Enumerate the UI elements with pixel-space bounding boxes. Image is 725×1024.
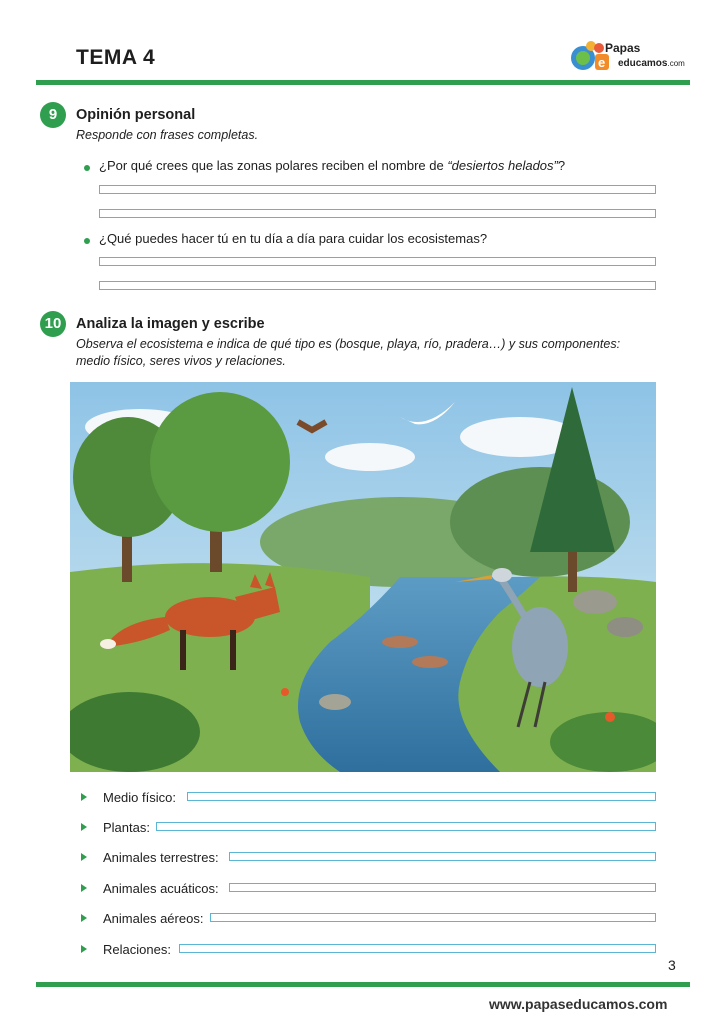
footer-divider — [36, 982, 690, 987]
answer-line[interactable] — [229, 852, 656, 861]
field-label-relaciones: Relaciones: — [103, 942, 171, 957]
field-label-animales-aereos: Animales aéreos: — [103, 911, 204, 926]
bullet-icon — [84, 238, 90, 244]
exercise-title: Opinión personal — [76, 107, 196, 123]
exercise-instructions-line1: Observa el ecosistema e indica de qué tipo es (bosque, playa, río, pradera…) y sus componentes: — [76, 337, 621, 351]
page-title: TEMA 4 — [76, 46, 156, 69]
arrow-icon — [81, 853, 87, 861]
answer-line[interactable] — [179, 944, 656, 953]
bullet-icon — [84, 165, 90, 171]
answer-line[interactable] — [229, 883, 656, 892]
logo-text-educamos: educamos.com — [618, 58, 685, 69]
footer-url[interactable]: www.papaseducamos.com — [489, 996, 668, 1012]
answer-line[interactable] — [187, 792, 656, 801]
question-text: ¿Por qué crees que las zonas polares reciben el nombre de “desiertos helados”? — [99, 158, 566, 173]
logo-text-papas: Papas — [605, 41, 641, 55]
field-label-medio-fisico: Medio físico: — [103, 790, 176, 805]
arrow-icon — [81, 914, 87, 922]
answer-line[interactable] — [99, 257, 656, 266]
svg-text:e: e — [598, 55, 606, 70]
field-label-animales-acuaticos: Animales acuáticos: — [103, 881, 219, 896]
arrow-icon — [81, 884, 87, 892]
exercise-title: Analiza la imagen y escribe — [76, 316, 265, 332]
answer-line[interactable] — [99, 209, 656, 218]
field-label-plantas: Plantas: — [103, 820, 150, 835]
arrow-icon — [81, 823, 87, 831]
page-number: 3 — [668, 957, 676, 973]
exercise-number-badge: 9 — [40, 102, 66, 128]
exercise-number-badge: 10 — [40, 311, 66, 337]
answer-line[interactable] — [99, 281, 656, 290]
river-ecosystem-illustration — [70, 382, 656, 772]
exercise-instructions: Responde con frases completas. — [76, 128, 259, 142]
arrow-icon — [81, 793, 87, 801]
exercise-instructions-line2: medio físico, seres vivos y relaciones. — [76, 354, 286, 368]
answer-line[interactable] — [156, 822, 656, 831]
answer-line[interactable] — [210, 913, 656, 922]
question-text: ¿Qué puedes hacer tú en tu día a día para cuidar los ecosistemas? — [99, 231, 488, 246]
answer-line[interactable] — [99, 185, 656, 194]
header-divider — [36, 80, 690, 85]
arrow-icon — [81, 945, 87, 953]
field-label-animales-terrestres: Animales terrestres: — [103, 850, 219, 865]
